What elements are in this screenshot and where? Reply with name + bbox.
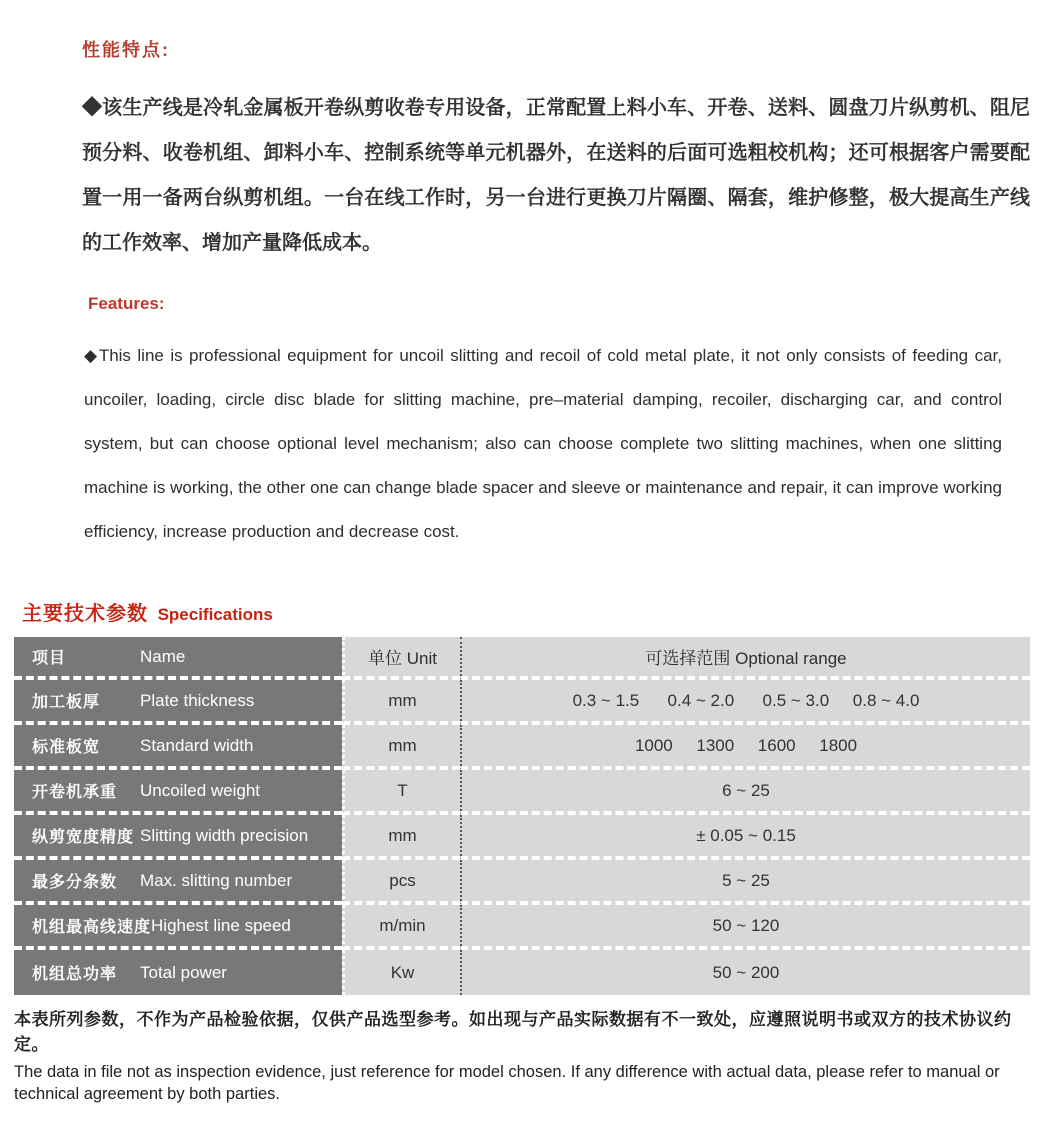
row-label-cn: 机组最高线速度 [32,919,152,936]
row-label-cn: 开卷机承重 [32,784,118,801]
header-range-cell: 可选择范围 Optional range [460,637,1030,680]
unit-cell: mm [342,680,460,725]
unit-cell: mm [342,725,460,770]
range-cell: 50 ~ 200 [460,950,1030,995]
unit-cell: Kw [342,950,460,995]
table-row-total-power [14,950,1030,995]
range-cell: 0.3 ~ 1.5 0.4 ~ 2.0 0.5 ~ 3.0 0.8 ~ 4.0 [460,680,1030,725]
header-unit-cell: 单位 Unit [342,637,460,680]
features-heading: Features: [88,294,165,313]
row-label-cell [14,860,342,905]
footer-notes [14,1005,1028,1105]
range-cell: 50 ~ 120 [460,905,1030,950]
specifications-table [14,637,1030,995]
unit-cell: m/min [342,905,460,950]
table-header-row [14,637,1030,680]
header-name-cn: 项目 [32,650,67,667]
row-label-en: Max. slitting number [140,870,293,890]
row-label-en: Standard width [140,735,254,755]
row-label-cn: 纵剪宽度精度 [32,829,135,846]
unit-cell: T [342,770,460,815]
range-cell: ± 0.05 ~ 0.15 [460,815,1030,860]
table-row-plate-thickness [14,680,1030,725]
range-cell: 1000 1300 1600 1800 [460,725,1030,770]
specifications-heading-cn: 主要技术参数 [22,603,148,625]
row-label-cn: 标准板宽 [32,739,101,756]
range-cell: 5 ~ 25 [460,860,1030,905]
row-label-cell [14,680,342,725]
unit-cell: pcs [342,860,460,905]
row-label-cn: 最多分条数 [32,874,118,891]
performance-features-paragraph: ◆该生产线是冷轧金属板开卷纵剪收卷专用设备，正常配置上料小车、开卷、送料、圆盘刀片纵剪机、阻尼预分料、收卷机组、卸料小车、控制系统等单元机器外，在送料的后面可选粗校机构；还可根据客户需要配置一用一备两台纵剪机组。一台在线工作时，另一台进行更换刀片隔圈、隔套，维护修整，极大提高生产线的工作效率、增加产量降低成本。 [82,97,1030,254]
features-paragraph: ◆This line is professional equipment for uncoil slitting and recoil of cold metal plate, it not only consists of feeding car, uncoiler, loading, circle disc blade for slitting machine, pre–material damping, recoiler, discharging car, and control system, but can choose optional level mechanism; also can choose complete two slitting machines, when one slitting machine is working, the other one can change blade spacer and sleeve or maintenance and repair, it can improve working efficiency, increase production and decrease cost. [84,346,1002,541]
row-label-en: Uncoiled weight [140,780,261,800]
table-row-max-slitting-number [14,860,1030,905]
row-label-cn: 加工板厚 [32,694,101,711]
header-name-cell [14,637,342,680]
row-label-cell [14,725,342,770]
table-row-slitting-width-precision [14,815,1030,860]
row-label-en: Total power [140,962,227,982]
table-row-highest-line-speed [14,905,1030,950]
footer-note-cn: 本表所列参数，不作为产品检验依据，仅供产品选型参考。如出现与产品实际数据有不一致处，应遵照说明书或双方的技术协议约定。 [14,1010,1012,1054]
row-label-en: Slitting width precision [140,825,309,845]
range-cell: 6 ~ 25 [460,770,1030,815]
row-label-cell [14,770,342,815]
row-label-cell [14,815,342,860]
specifications-heading [22,602,1044,627]
row-label-en: Highest line speed [151,915,291,935]
header-name-en: Name [140,646,186,666]
performance-features-heading: 性能特点: [82,40,170,60]
row-label-en: Plate thickness [140,690,255,710]
row-label-cell [14,905,342,950]
table-row-uncoiled-weight [14,770,1030,815]
unit-cell: mm [342,815,460,860]
footer-note-en: The data in file not as inspection evidence, just reference for model chosen. If any difference with actual data, please refer to manual or technical agreement by both parties. [14,1063,1000,1103]
row-label-cell [14,950,342,995]
table-row-standard-width [14,725,1030,770]
row-label-cn: 机组总功率 [32,966,118,983]
specifications-heading-en: Specifications [157,605,273,624]
document-page [0,36,1044,1105]
